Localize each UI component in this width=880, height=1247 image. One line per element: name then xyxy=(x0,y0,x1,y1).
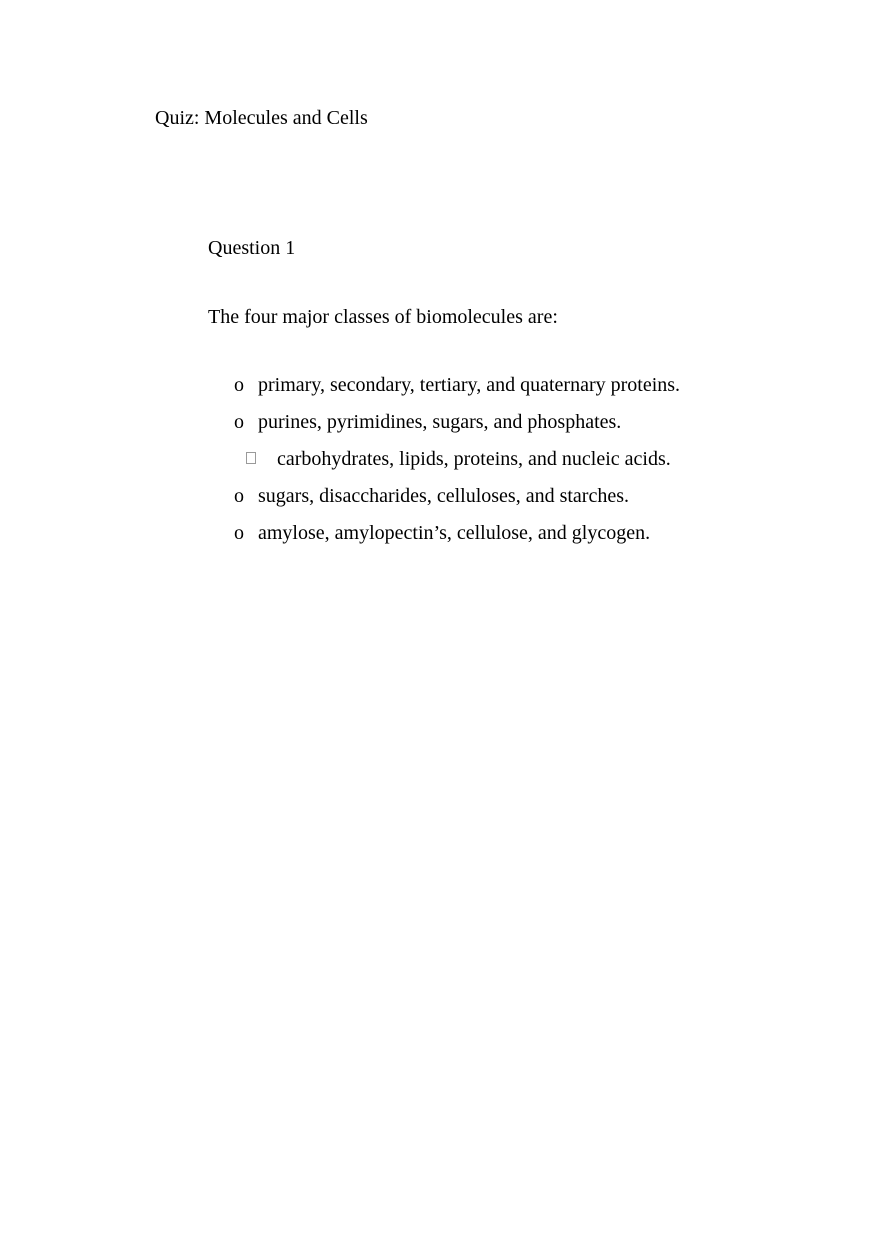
question-heading: Question 1 xyxy=(208,237,296,259)
answer-option[interactable] xyxy=(0,520,880,557)
radio-unselected-icon[interactable]: o xyxy=(234,411,244,433)
answer-option[interactable] xyxy=(0,409,880,446)
answer-option[interactable] xyxy=(0,372,880,409)
answer-option-selected[interactable] xyxy=(0,446,880,483)
answer-option[interactable] xyxy=(0,483,880,520)
answer-option-text: purines, pyrimidines, sugars, and phosphates. xyxy=(258,411,622,433)
answer-option-text: amylose, amylopectin’s, cellulose, and glycogen. xyxy=(258,522,651,544)
radio-unselected-icon[interactable]: o xyxy=(234,374,244,396)
answer-option-text: carbohydrates, lipids, proteins, and nucleic acids. xyxy=(277,448,671,470)
answer-option-text: sugars, disaccharides, celluloses, and starches. xyxy=(258,485,629,507)
question-prompt: The four major classes of biomolecules are: xyxy=(208,306,558,328)
checkbox-selected-icon[interactable] xyxy=(246,452,256,464)
quiz-title: Quiz: Molecules and Cells xyxy=(155,107,368,129)
radio-unselected-icon[interactable]: o xyxy=(234,485,244,507)
answer-options-list xyxy=(0,372,880,557)
radio-unselected-icon[interactable]: o xyxy=(234,522,244,544)
answer-option-text: primary, secondary, tertiary, and quaternary proteins. xyxy=(258,374,681,396)
